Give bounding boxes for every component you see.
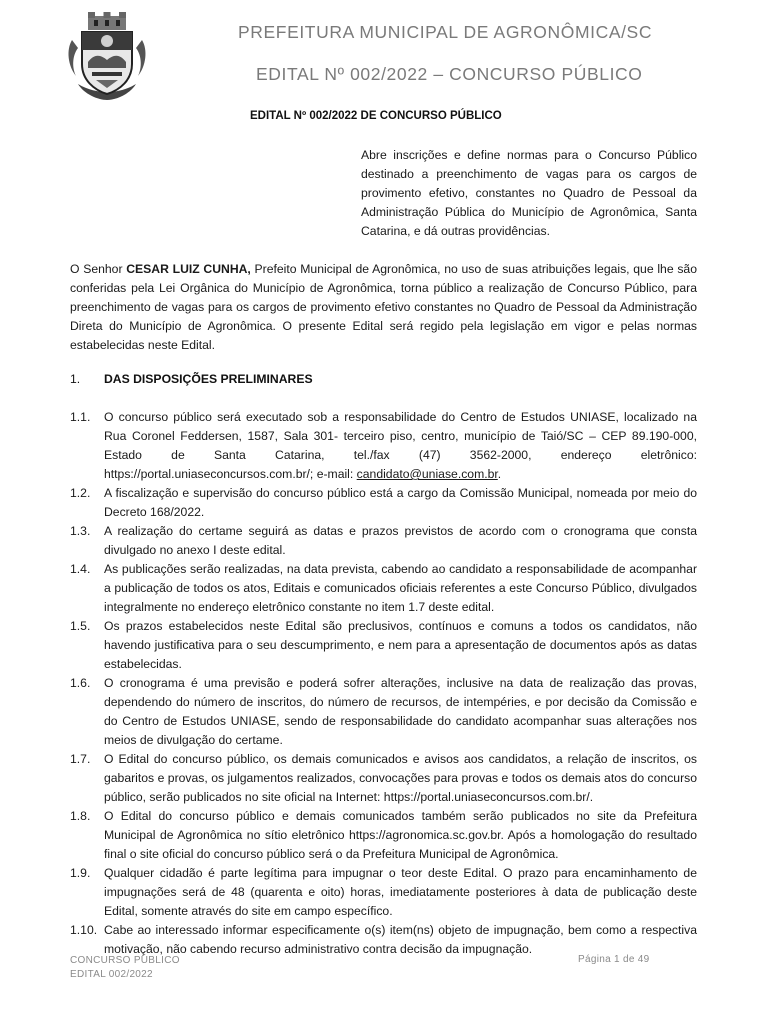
intro-paragraph (70, 260, 697, 355)
item-text: O cronograma é uma previsão e poderá sofrer alterações, inclusive na data de realização das provas, dependendo do número de inscritos, do número de recursos, de intempéries, e por decisão da Comissão e do Centro de Estudos UNIASE, sendo de responsabilidade do candidato acompanhar suas alterações nos meios de divulgação do certame. (104, 676, 697, 747)
list-item (70, 522, 697, 560)
item-number: 1.2. (70, 486, 91, 500)
item-number: 1.8. (70, 809, 91, 823)
list-item (70, 617, 697, 674)
item-text (104, 408, 697, 484)
footer-left (70, 954, 180, 982)
intro-text-after: Prefeito Municipal de Agronômica, no uso de suas atribuições legais, que lhe são conferidas pela Lei Orgânica do Município de Agronômica, torna público a realização de Concurso Público, para preenchimento de vagas para os cargos de provimento efetivo constantes no Quadro de Pessoal da Administração Direta do Município de Agronômica. O presente Edital será regido pela legislação em vigor e pelas normas estabelecidas neste Edital. (70, 262, 697, 352)
item-number: 1.5. (70, 619, 91, 633)
document-title: EDITAL Nº 002/2022 DE CONCURSO PÚBLICO (250, 110, 502, 122)
list-item (70, 864, 697, 921)
item-number: 1.7. (70, 752, 91, 766)
mayor-name: CESAR LUIZ CUNHA, (126, 262, 251, 276)
list-item (70, 560, 697, 617)
header-subtitle: EDITAL Nº 002/2022 – CONCURSO PÚBLICO (256, 64, 643, 84)
item-number: 1.4. (70, 562, 91, 576)
section-heading (70, 372, 313, 386)
item-number: 1.6. (70, 676, 91, 690)
section-title: DAS DISPOSIÇÕES PRELIMINARES (104, 372, 313, 386)
list-item (70, 408, 697, 484)
page-number: Página 1 de 49 (578, 954, 650, 965)
item-text: A realização do certame seguirá as datas e prazos previstos de acordo com o cronograma que consta divulgado no anexo I deste edital. (104, 524, 697, 557)
footer-line-2: EDITAL 002/2022 (70, 969, 153, 980)
list-item (70, 750, 697, 807)
item-text: Cabe ao interessado informar especificamente o(s) item(ns) objeto de impugnação, bem como a respectiva motivação, não cabendo recurso administrativo contra decisão da impugnação. (104, 923, 697, 956)
list-item (70, 484, 697, 522)
item-text: Os prazos estabelecidos neste Edital são preclusivos, contínuos e comuns a todos os candidatos, não havendo justificativa para o seu descumprimento, e nem para a apresentação de documentos após as datas estabelecidas. (104, 619, 697, 671)
item-text: As publicações serão realizadas, na data prevista, cabendo ao candidato a responsabilidade de acompanhar a publicação de todos os atos, Editais e comunicados oficiais referentes a este Concurso Público, divulgados integralmente no endereço eletrônico constante no item 1.7 deste edital. (104, 562, 697, 614)
item-text: O Edital do concurso público, os demais comunicados e avisos aos candidatos, a relação de inscritos, os gabaritos e provas, os julgamentos realizados, convocações para provas e todos os demais atos do concurso público, serão publicados no site oficial na Internet: https://portal.uniaseconcursos.com.br/. (104, 752, 697, 804)
item-list (70, 408, 697, 959)
footer-line-1: CONCURSO PÚBLICO (70, 955, 180, 966)
list-item (70, 674, 697, 750)
header-title: PREFEITURA MUNICIPAL DE AGRONÔMICA/SC (238, 22, 653, 42)
section-number: 1. (70, 372, 81, 386)
email-link[interactable]: candidato@uniase.com.br (356, 467, 498, 481)
intro-text-before: O Senhor (70, 262, 127, 276)
item-text-body: O concurso público será executado sob a responsabilidade do Centro de Estudos UNIASE, localizado na Rua Coronel Feddersen, 1587, Sala 301- terceiro piso, centro, município de Taió/SC – CEP 89.190-000, Estado de Santa Catarina, tel./fax (47) 3562-2000, endereço eletrônico: https://portal.uniaseconcursos.com.br/; e-mail: (104, 410, 697, 481)
item-text: O Edital do concurso público e demais comunicados também serão publicados no site da Prefeitura Municipal de Agronômica no sítio eletrônico https://agronomica.sc.gov.br. Após a homologação do resultado final o site oficial do concurso público será o da Prefeitura Municipal de Agronômica. (104, 809, 697, 861)
item-number: 1.10. (70, 923, 98, 937)
item-text-end: . (497, 467, 502, 481)
item-number: 1.9. (70, 866, 91, 880)
item-text: A fiscalização e supervisão do concurso público está a cargo da Comissão Municipal, nomeada por meio do Decreto 168/2022. (104, 486, 697, 519)
item-number: 1.1. (70, 410, 91, 424)
item-number: 1.3. (70, 524, 91, 538)
municipal-coat-of-arms-icon (64, 10, 150, 106)
list-item (70, 807, 697, 864)
document-abstract: Abre inscrições e define normas para o Concurso Público destinado a preenchimento de vagas para os cargos de provimento efetivo, constantes no Quadro de Pessoal da Administração Pública do Município de Agronômica, Santa Catarina, e dá outras providências. (361, 148, 697, 238)
item-text: Qualquer cidadão é parte legítima para impugnar o teor deste Edital. O prazo para encaminhamento de impugnações será de 48 (quarenta e oito) horas, imediatamente posteriores à data de publicação deste Edital, somente através do site em campo específico. (104, 866, 697, 918)
